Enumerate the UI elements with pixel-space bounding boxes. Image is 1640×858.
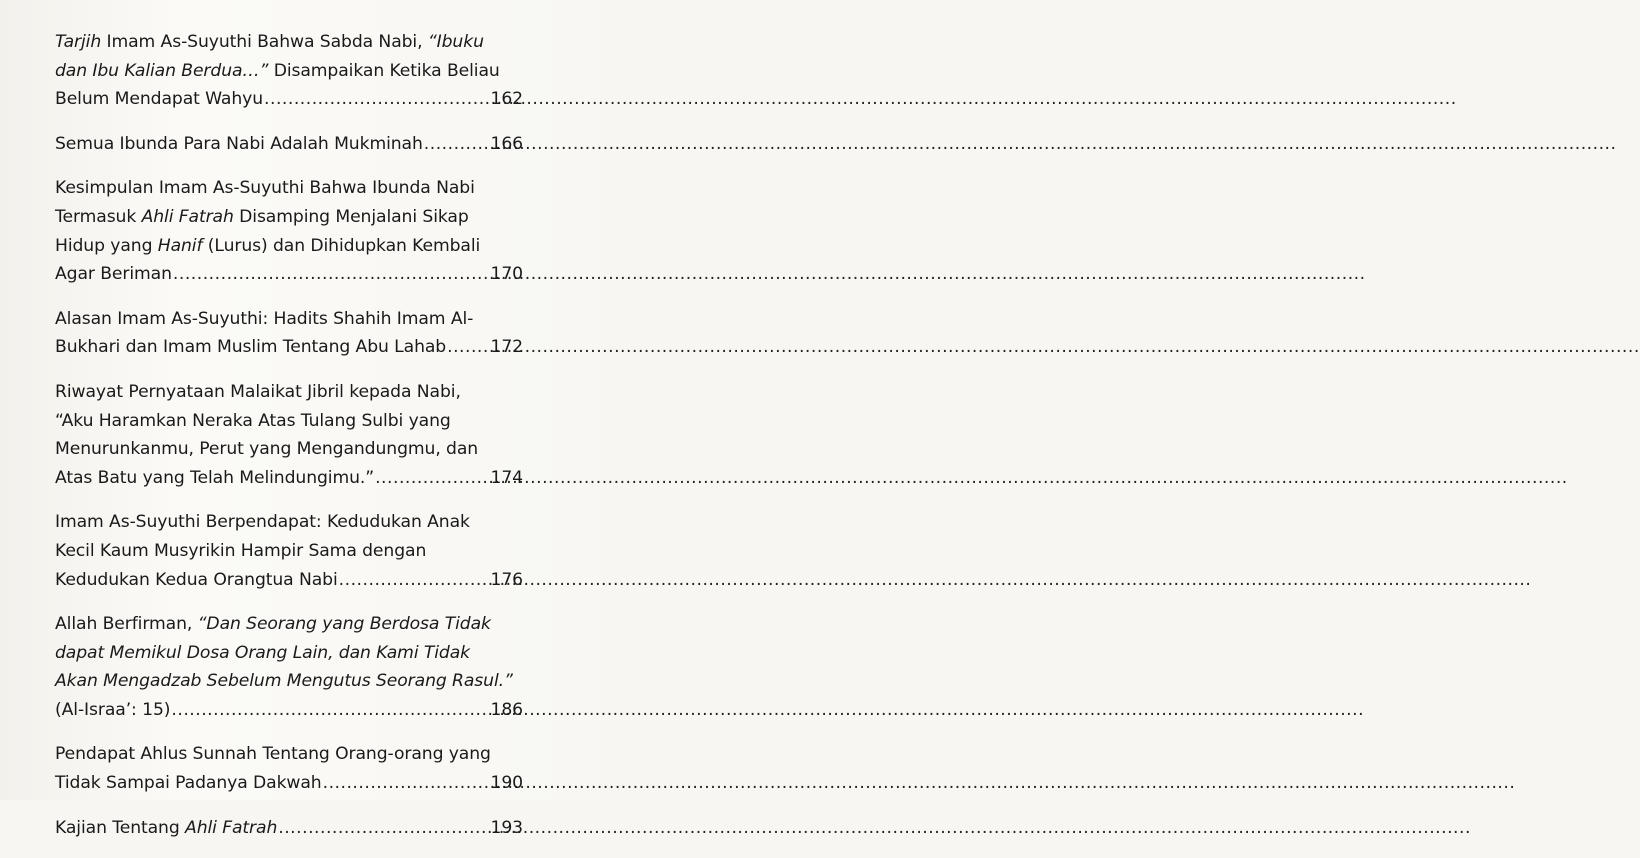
- toc-entry-title: [55, 236, 480, 256]
- toc-entry-title: [55, 382, 461, 402]
- toc-title-segment: Atas Batu yang Telah Melindungimu.”: [55, 467, 375, 488]
- book-page: [0, 0, 600, 838]
- toc-entry-title: [55, 61, 500, 81]
- toc-entry: [55, 378, 523, 492]
- toc-title-segment: Allah Berfirman,: [55, 614, 198, 635]
- toc-title-segment: Kecil Kaum Musyrikin Hampir Sama dengan: [55, 540, 427, 561]
- toc-title-segment: (Al-Israa’: 15): [55, 699, 171, 720]
- toc-title-segment: Belum Mendapat Wahyu: [55, 89, 264, 110]
- toc-entry-title: [55, 671, 513, 691]
- toc-title-italic-segment: Ahli Fatrah: [141, 206, 234, 227]
- toc-entry-line: [55, 435, 523, 464]
- toc-entry-title: [55, 85, 263, 114]
- toc-entry-line: [55, 508, 523, 537]
- toc-title-italic-segment: dapat Memikul Dosa Orang Lain, dan Kami Tidak: [55, 642, 471, 663]
- toc-entry-title: [55, 207, 469, 227]
- toc-entry: [55, 610, 523, 724]
- toc-entry-title: [55, 769, 322, 798]
- toc-entry-title: [55, 696, 170, 725]
- toc-entry-line: [55, 174, 523, 203]
- toc-title-segment: Bukhari dan Imam Muslim Tentang Abu Lahab: [55, 337, 447, 358]
- toc-title-italic-segment: Tarjih: [55, 32, 102, 52]
- dot-leader: [375, 464, 489, 493]
- toc-entry: [55, 28, 523, 114]
- toc-title-italic-segment: “Dan Seorang yang Berdosa Tidak: [197, 614, 491, 635]
- toc-entry-title: [55, 178, 475, 198]
- toc-entry-last-line: [55, 814, 523, 843]
- toc-entry-title: [55, 260, 172, 289]
- toc-entry-last-line: [55, 696, 523, 725]
- toc-page-number: 186: [490, 699, 523, 720]
- toc-entry: [55, 174, 523, 288]
- toc-entry-title: [55, 541, 426, 561]
- toc-title-segment: Semua Ibunda Para Nabi Adalah Mukminah: [55, 133, 423, 154]
- toc-entry: [55, 740, 523, 797]
- toc-entry-last-line: [55, 464, 523, 493]
- toc-entry-line: [55, 639, 523, 668]
- toc-entry-line: [55, 610, 523, 639]
- toc-entry-line: [55, 537, 523, 566]
- toc-title-italic-segment: “Ibuku: [427, 32, 484, 52]
- toc-title-segment: Disamping Menjalani Sikap: [233, 206, 469, 227]
- toc-entry-line: [55, 740, 523, 769]
- toc-entry-line: [55, 232, 523, 261]
- toc-title-segment: Imam As-Suyuthi Berpendapat: Kedudukan Anak: [55, 512, 470, 533]
- toc-entry-title: [55, 130, 423, 159]
- toc-entry-line: [55, 667, 523, 696]
- toc-entry-title: [55, 464, 374, 493]
- toc-title-segment: Menurunkanmu, Perut yang Mengandungmu, dan: [55, 439, 479, 460]
- toc-title-segment: Imam As-Suyuthi Bahwa Sabda Nabi,: [101, 32, 428, 52]
- toc-title-segment: Termasuk: [55, 206, 142, 227]
- toc-title-segment: Tidak Sampai Padanya Dakwah: [55, 773, 322, 794]
- dot-leader: [323, 769, 490, 798]
- toc-page-number: 174: [490, 467, 523, 488]
- toc-entry-line: [55, 305, 523, 334]
- toc-entry-last-line: [55, 130, 523, 159]
- toc-entry-title: [55, 566, 338, 595]
- toc-entry-title: [55, 744, 491, 764]
- table-of-contents: [55, 28, 523, 858]
- dot-leader: [264, 85, 489, 114]
- toc-title-segment: Pendapat Ahlus Sunnah Tentang Orang-orang yang: [55, 744, 491, 765]
- toc-title-italic-segment: Akan Mengadzab Sebelum Mengutus Seorang Rasul.”: [55, 671, 513, 692]
- toc-entry-line: [55, 407, 523, 436]
- toc-entry-line: [55, 203, 523, 232]
- toc-entry-line: [55, 57, 523, 86]
- toc-entry-last-line: [55, 769, 523, 798]
- toc-entry-title: [55, 411, 451, 431]
- dot-leader: [424, 130, 490, 159]
- toc-entry: [55, 305, 523, 362]
- toc-title-segment: (Lurus) dan Dihidupkan Kembali: [202, 235, 481, 256]
- toc-entry-title: [55, 32, 484, 52]
- dot-leader: [173, 260, 490, 289]
- toc-entry: [55, 508, 523, 594]
- toc-entry-last-line: [55, 85, 523, 114]
- toc-title-segment: Hidup yang: [55, 235, 158, 256]
- toc-page-number: 176: [490, 569, 523, 590]
- toc-title-italic-segment: dan Ibu Kalian Berdua…”: [55, 60, 269, 81]
- toc-title-segment: Disampaikan Ketika Beliau: [268, 60, 500, 81]
- toc-entry-title: [55, 814, 277, 843]
- toc-entry-title: [55, 439, 478, 459]
- dot-leader: [339, 566, 490, 595]
- dot-leader: [278, 814, 489, 843]
- toc-title-italic-segment: Hanif: [157, 235, 203, 256]
- toc-title-segment: Agar Beriman: [55, 264, 172, 285]
- toc-title-segment: Kedudukan Kedua Orangtua Nabi: [55, 569, 338, 590]
- toc-title-segment: Kesimpulan Imam As-Suyuthi Bahwa Ibunda Nabi: [55, 178, 475, 199]
- toc-page-number: 193: [490, 817, 523, 838]
- toc-title-segment: Alasan Imam As-Suyuthi: Hadits Shahih Imam Al-: [55, 308, 474, 329]
- toc-entry-last-line: [55, 260, 523, 289]
- toc-entry-line: [55, 28, 523, 57]
- toc-entry: [55, 130, 523, 159]
- toc-title-italic-segment: Ahli Fatrah: [185, 817, 278, 838]
- toc-page-number: 162: [490, 89, 523, 110]
- toc-title-segment: Kajian Tentang: [55, 817, 186, 838]
- toc-entry-last-line: [55, 333, 523, 362]
- toc-entry-title: [55, 512, 470, 532]
- dot-leader: [447, 333, 489, 362]
- toc-page-number: 190: [490, 773, 523, 794]
- toc-entry-title: [55, 333, 446, 362]
- toc-title-segment: “Aku Haramkan Neraka Atas Tulang Sulbi yang: [55, 410, 451, 431]
- toc-title-segment: Riwayat Pernyataan Malaikat Jibril kepada Nabi,: [55, 381, 461, 402]
- toc-page-number: 166: [490, 133, 523, 154]
- dot-leader: [171, 696, 489, 725]
- toc-entry-title: [55, 643, 470, 663]
- toc-page-number: 170: [490, 264, 523, 285]
- toc-entry-last-line: [55, 566, 523, 595]
- toc-entry: [55, 814, 523, 843]
- toc-entry-title: [55, 614, 491, 634]
- toc-page-number: 172: [490, 337, 523, 358]
- toc-entry-line: [55, 378, 523, 407]
- toc-entry-title: [55, 309, 473, 329]
